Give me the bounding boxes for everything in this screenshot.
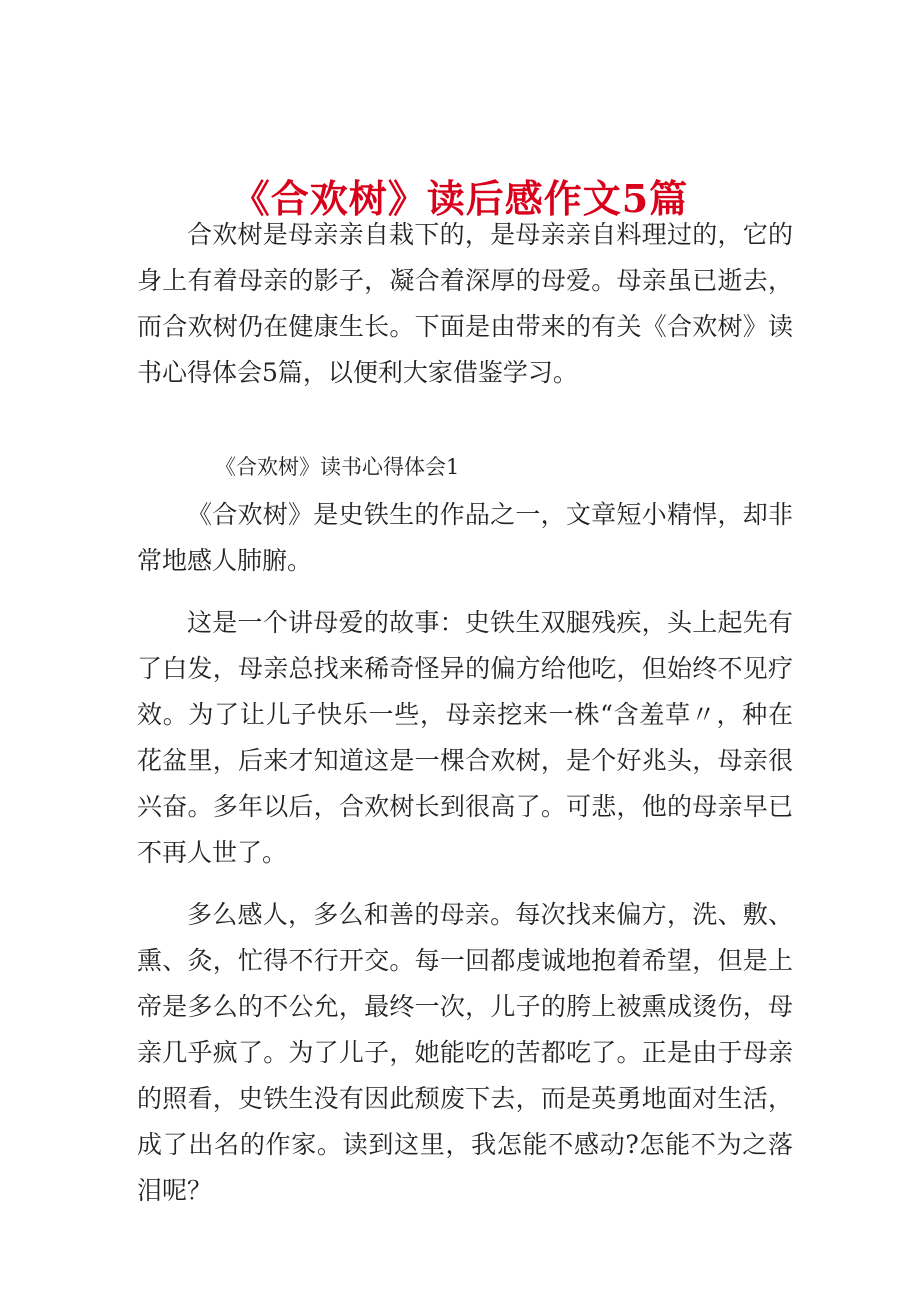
body-paragraph-3: 多么感人，多么和善的母亲。每次找来偏方，洗、敷、熏、灸，忙得不行开交。每一回都虔诚地抱着希望，但是上帝是多么的不公允，最终一次，儿子的胯上被熏成烫伤，母亲几乎疯了。为了儿子，她能吃的苦都吃了。正是由于母亲的照看，史铁生没有因此颓废下去，而是英勇地面对生活，成了出名的作家。读到这里，我怎能不感动?怎能不为之落泪呢？ <box>137 900 793 1205</box>
document-title: 《合欢树》读后感作文5篇 <box>231 176 689 222</box>
body-paragraph-1: 《合欢树》是史铁生的作品之一，文章短小精悍，却非常地感人肺腑。 <box>137 500 793 575</box>
section-heading: 《合欢树》读书心得体会1 <box>215 455 460 479</box>
document-body <box>137 212 793 1214</box>
intro-paragraph: 合欢树是母亲亲自栽下的，是母亲亲自料理过的，它的身上有着母亲的影子，凝合着深厚的母爱。母亲虽已逝去，而合欢树仍在健康生长。下面是由带来的有关《合欢树》读书心得体会5篇，以便利大家借鉴学习。 <box>137 220 793 387</box>
body-paragraph-2: 这是一个讲母爱的故事：史铁生双腿残疾，头上起先有了白发，母亲总找来稀奇怪异的偏方给他吃，但始终不见疗效。为了让儿子快乐一些，母亲挖来一株“含羞草〃，种在花盆里，后来才知道这是一棵合欢树，是个好兆头，母亲很兴奋。多年以后，合欢树长到很高了。可悲，他的母亲早已不再人世了。 <box>137 608 793 867</box>
